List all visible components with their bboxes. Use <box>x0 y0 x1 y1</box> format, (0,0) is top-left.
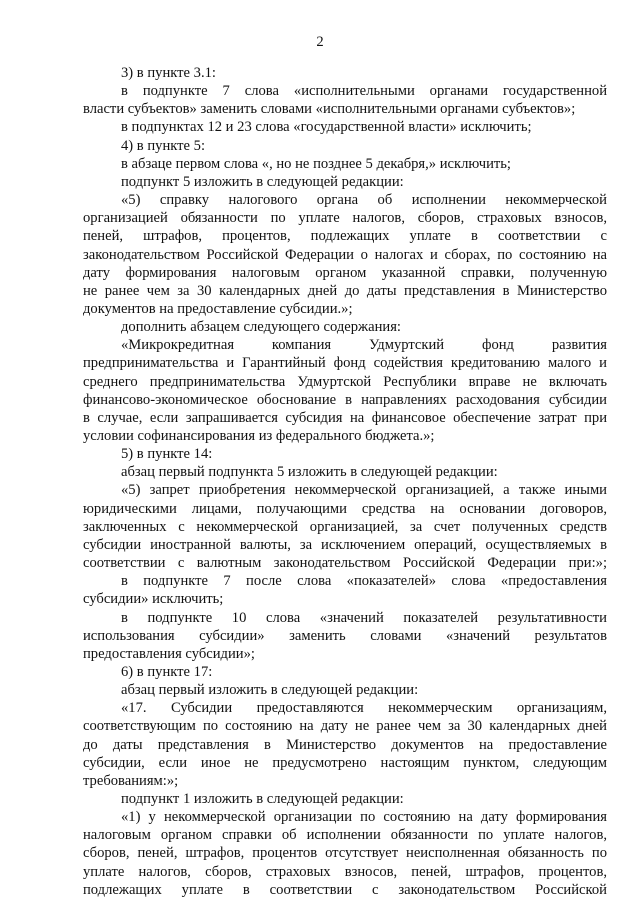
text-line: субсидии, если иное не предусмотрено настоящим пунктом, следующим <box>83 754 607 771</box>
text-line: организацией обязанности по уплате налогов, сборов, страховых взносов, <box>83 210 607 227</box>
text-line: подпункт 1 изложить в следующей редакции: <box>121 791 404 807</box>
text-line: субсидии» исключить; <box>83 591 224 608</box>
text-line: заключенных с некоммерческой организацией, за счет полученных средств <box>83 518 607 535</box>
text-line: «17. Субсидии предоставляются некоммерческим организациям, <box>121 700 607 717</box>
text-line: «Микрокредитная компания Удмуртский фонд развития <box>121 337 607 354</box>
page-number: 2 <box>316 34 324 50</box>
text-line: среднего предпринимательства Удмуртской Республики вправе не включать <box>83 373 607 390</box>
text-line: финансово-экономическое обоснование в направлениях расходования субсидии <box>83 391 607 408</box>
text-line: 3) в пункте 3.1: <box>121 65 216 81</box>
text-line: налоговым органом справки об исполнении обязанности по уплате налогов, <box>83 827 607 844</box>
text-line: в подпункте 7 слова «исполнительными органами государственной <box>121 83 607 100</box>
text-line: дату формирования налоговым органом указанной справки, полученную <box>83 264 607 281</box>
text-line: в абзаце первом слова «, но не позднее 5 декабря,» исключить; <box>121 155 511 172</box>
text-line: подпункт 5 изложить в следующей редакции: <box>121 173 404 190</box>
text-line: условии софинансирования из федерального бюджета.»; <box>83 428 435 444</box>
text-line: 4) в пункте 5: <box>121 137 206 154</box>
text-line: юридическими лицами, получающими средства на основании договоров, <box>83 500 607 517</box>
text-line: в случае, если запрашивается субсидия на финансовое обеспечение затрат при <box>83 409 607 426</box>
text-line: абзац первый подпункта 5 изложить в следующей редакции: <box>121 464 498 481</box>
text-line: предоставления субсидии»; <box>83 645 255 662</box>
text-line: соответствии с валютным законодательством Российской Федерации при:»; <box>83 555 607 571</box>
text-line: в подпункте 7 после слова «показателей» слова «предоставления <box>121 573 607 590</box>
text-line: в подпункте 10 слова «значений показателей результативности <box>121 609 607 626</box>
text-line: сборов, пеней, штрафов, процентов отсутствует неисполненная обязанность по <box>83 845 607 862</box>
text-line: пеней, штрафов, процентов, подлежащих уплате в соответствии с <box>83 228 607 245</box>
text-line: подлежащих уплате в соответствии с законодательством Российской <box>83 881 607 898</box>
text-line: соответствующим по состоянию на дату не ранее чем за 30 календарных дней <box>83 718 607 735</box>
text-line: документов на предоставление субсидии.»; <box>83 300 353 317</box>
text-line: дополнить абзацем следующего содержания: <box>121 319 401 336</box>
text-line: законодательством Российской Федерации о налогах и сборах, по состоянию на <box>83 246 607 263</box>
text-line: уплате налогов, сборов, страховых взносов, пеней, штрафов, процентов, <box>83 863 607 880</box>
text-line: «1) у некоммерческой организации по состоянию на дату формирования <box>121 809 607 826</box>
text-line: в подпунктах 12 и 23 слова «государственной власти» исключить; <box>121 119 532 136</box>
text-line: абзац первый изложить в следующей редакции: <box>121 682 419 699</box>
text-line: субсидии иностранной валюты, за исключением операций, осуществляемых в <box>83 536 607 553</box>
text-line: власти субъектов» заменить словами «исполнительными органами субъектов»; <box>83 101 576 118</box>
text-line: использования субсидии» заменить словами «значений результатов <box>83 627 607 644</box>
text-line: 5) в пункте 14: <box>121 446 213 463</box>
text-line: предпринимательства и Гарантийный фонд содействия кредитованию малого и <box>83 355 607 372</box>
text-line: «5) запрет приобретения некоммерческой организацией, а также иными <box>121 482 607 499</box>
text-line: «5) справку налогового органа об исполнении некоммерческой <box>121 192 607 208</box>
text-line: не ранее чем за 30 календарных дней до даты представления в Министерство <box>83 282 607 299</box>
text-line: требованиям:»; <box>83 772 179 789</box>
text-line: 6) в пункте 17: <box>121 663 213 680</box>
text-line: до даты представления в Министерство документов на предоставление <box>83 736 607 753</box>
